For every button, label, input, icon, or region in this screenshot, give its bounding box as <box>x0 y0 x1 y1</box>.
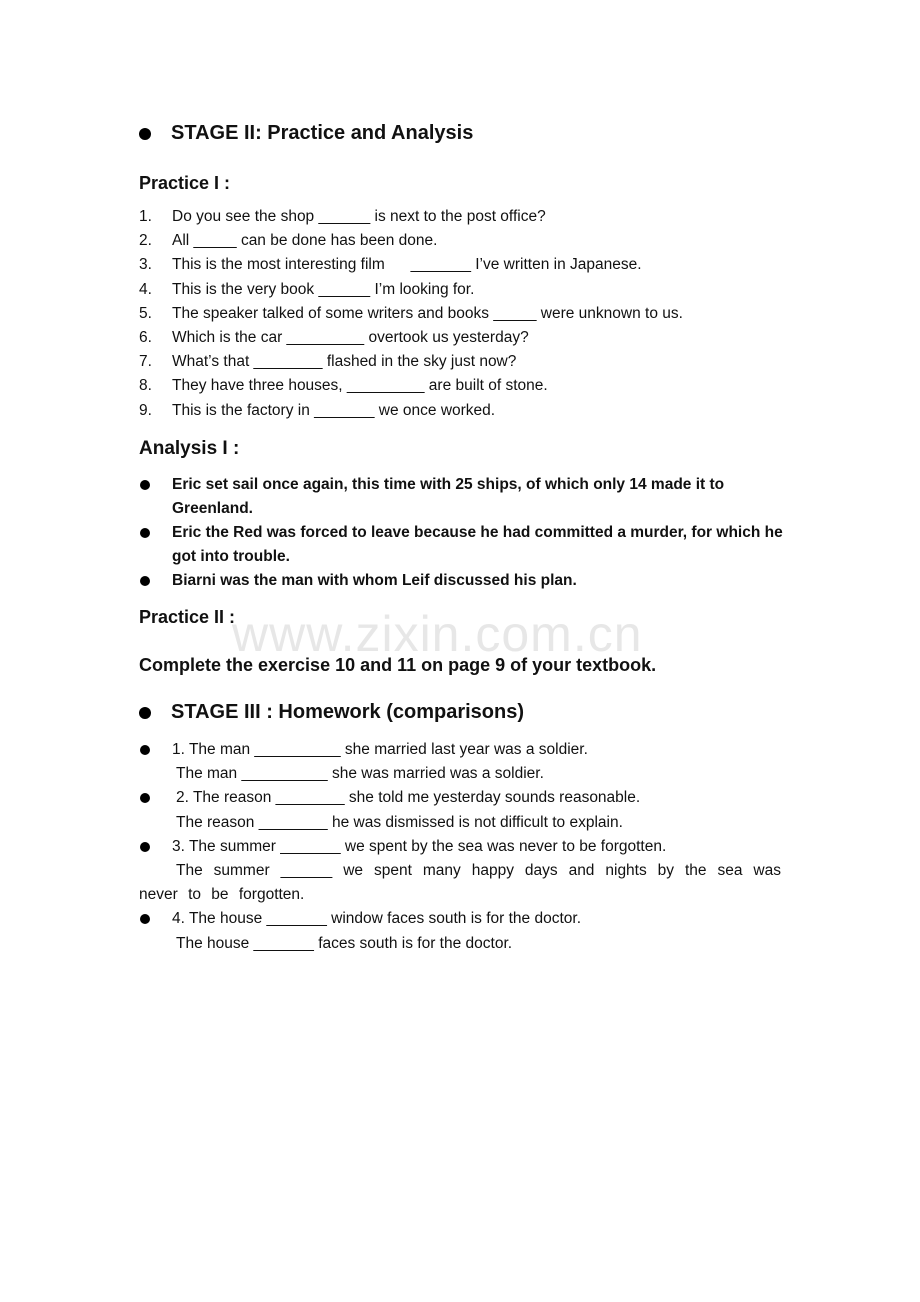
item-text: Do you see the shop ______ is next to the post office? <box>172 208 546 225</box>
list-item <box>139 305 683 329</box>
bullet-icon <box>140 745 150 755</box>
item-number: 8. <box>139 377 152 395</box>
bullet-icon <box>140 576 150 586</box>
sentence-b: The reason ________ he was dismissed is not difficult to explain. <box>176 813 623 831</box>
list-item <box>139 473 789 521</box>
item-number: 4. <box>139 280 152 298</box>
item-text: Eric set sail once again, this time with 25 ships, of which only 14 made it to Greenland. <box>172 476 725 517</box>
list-item <box>139 208 683 232</box>
bullet-icon <box>140 842 150 852</box>
item-text: This is the most interesting film _______ I’ve written in Japanese. <box>172 256 642 274</box>
item-text: What’s that ________ flashed in the sky just now? <box>172 353 517 371</box>
sentence-a: 1. The man __________ she married last year was a soldier. <box>172 741 588 758</box>
item-number: 3. <box>139 256 152 274</box>
list-item <box>139 353 683 377</box>
list-item <box>139 907 781 955</box>
sentence-b: The summer ______ we spent many happy days and nights by the sea was never to be forgotten. <box>139 862 781 904</box>
sentence-a: 2. The reason ________ she told me yesterday sounds reasonable. <box>176 789 641 807</box>
item-number: 1. <box>139 208 152 225</box>
list-item <box>139 232 683 256</box>
list-item <box>139 402 683 426</box>
homework-list <box>139 738 781 956</box>
practice-one-list <box>139 208 683 426</box>
stage-three-heading <box>139 701 524 724</box>
item-number: 9. <box>139 401 152 419</box>
practice-two-heading: Practice II : <box>139 607 236 627</box>
list-item <box>139 377 683 401</box>
sentence-a: 4. The house _______ window faces south is for the doctor. <box>172 910 582 928</box>
bullet-icon <box>140 528 150 538</box>
item-text: Biarni was the man with whom Leif discussed his plan. <box>172 572 577 589</box>
bullet-icon <box>140 480 150 490</box>
list-item <box>139 281 683 305</box>
list-item <box>139 521 789 569</box>
list-item <box>139 329 683 353</box>
watermark: www.zixin.com.cn <box>232 606 643 662</box>
item-text: This is the factory in _______ we once worked. <box>172 401 496 419</box>
item-number: 5. <box>139 304 152 322</box>
practice-one-heading: Practice I : <box>139 173 231 193</box>
stage-two-title: STAGE II: Practice and Analysis <box>171 122 474 144</box>
analysis-one-list <box>139 473 789 593</box>
item-text: They have three houses, _________ are built of stone. <box>172 377 548 395</box>
bullet-icon <box>139 128 151 140</box>
stage-two-heading <box>139 122 473 145</box>
stage-three-title: STAGE III : Homework (comparisons) <box>171 701 525 723</box>
sentence-a: 3. The summer _______ we spent by the sea was never to be forgotten. <box>172 837 667 855</box>
sentence-b: The man __________ she was married was a soldier. <box>176 765 544 783</box>
analysis-one-heading: Analysis I : <box>139 438 240 459</box>
list-item <box>139 738 781 786</box>
item-text: Which is the car _________ overtook us yesterday? <box>172 328 529 346</box>
bullet-icon <box>139 707 151 719</box>
item-text: This is the very book ______ I’m looking for. <box>172 280 475 298</box>
item-number: 6. <box>139 328 152 346</box>
sentence-b: The house _______ faces south is for the doctor. <box>176 934 513 952</box>
list-item <box>139 786 781 834</box>
item-number: 7. <box>139 353 152 371</box>
item-number: 2. <box>139 232 152 250</box>
item-text: Eric the Red was forced to leave because he had committed a murder, for which he got into trouble. <box>172 524 783 565</box>
item-text: The speaker talked of some writers and books _____ were unknown to us. <box>172 304 683 322</box>
list-item <box>139 569 789 593</box>
list-item <box>139 835 781 908</box>
practice-two-instruction: Complete the exercise 10 and 11 on page 9 of your textbook. <box>139 655 657 675</box>
list-item <box>139 256 683 280</box>
item-text: All _____ can be done has been done. <box>172 232 438 250</box>
